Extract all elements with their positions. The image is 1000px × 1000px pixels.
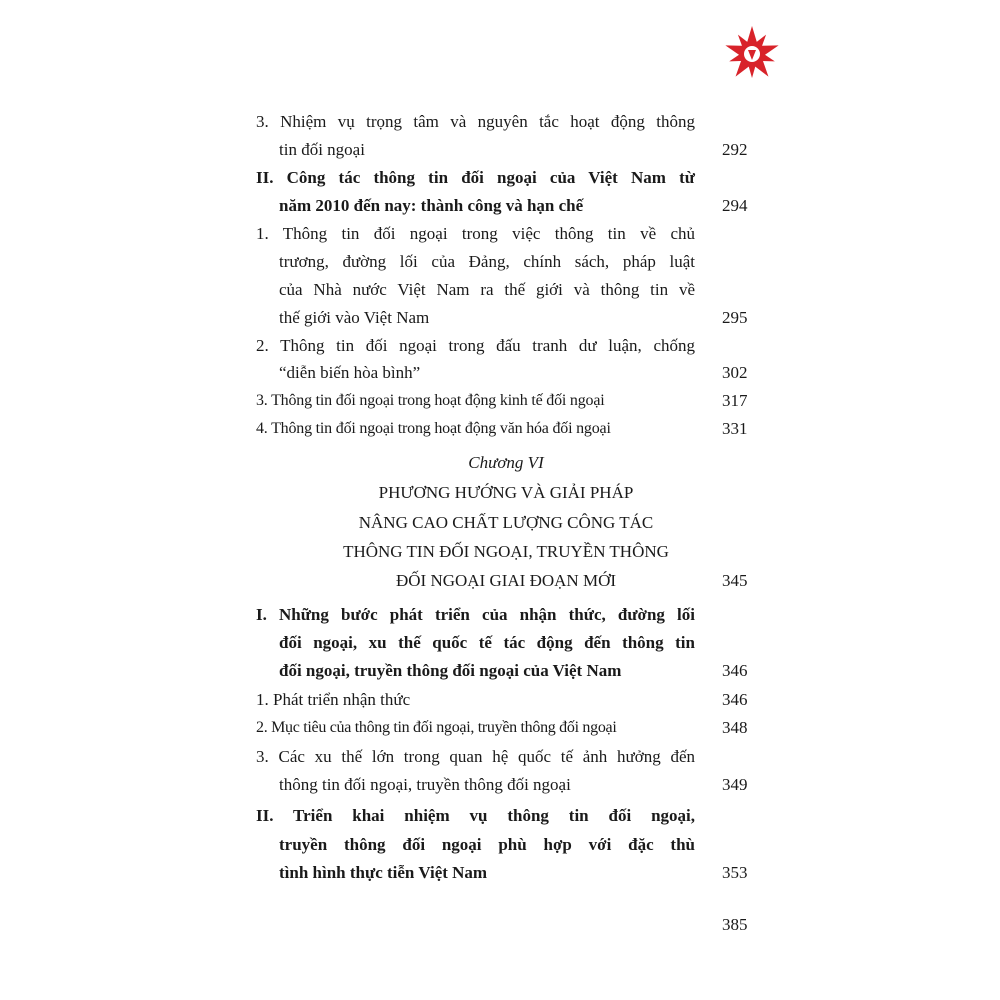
chapter-title: THÔNG TIN ĐỐI NGOẠI, TRUYỀN THÔNG [343,542,669,561]
toc-page-number[interactable]: 353 [722,863,748,882]
toc-section-heading: năm 2010 đến nay: thành công và hạn chế [279,196,584,215]
toc-section-heading: truyền thông đối ngoại phù hợp với đặc thù [279,835,695,854]
toc-page-number[interactable]: 292 [722,140,748,159]
toc-page-number[interactable]: 348 [722,718,748,737]
toc-page-number[interactable]: 346 [722,661,748,680]
toc-entry-text: trương, đường lối của Đảng, chính sách, pháp luật [279,252,695,271]
toc-page-number[interactable]: 331 [722,419,748,438]
toc-page-number[interactable]: 349 [722,775,748,794]
toc-page-number[interactable]: 317 [722,391,748,410]
chapter-title: PHƯƠNG HƯỚNG VÀ GIẢI PHÁP [378,483,634,502]
toc-section-heading: II. Triển khai nhiệm vụ thông tin đối ngoại, [256,806,695,825]
toc-section-heading: đối ngoại, truyền thông đối ngoại của Việt Nam [279,661,622,680]
toc-entry-text: 1. Thông tin đối ngoại trong việc thông tin về chủ [256,224,695,243]
toc-entry-text: 4. Thông tin đối ngoại trong hoạt động văn hóa đối ngoại [256,420,611,437]
toc-page-number[interactable]: 345 [722,571,748,590]
toc-section-heading: I. Những bước phát triển của nhận thức, đường lối [256,605,695,624]
toc-page-number[interactable]: 346 [722,690,748,709]
publisher-logo [722,24,782,84]
page-folio: 385 [722,915,748,934]
toc-entry-text: 3. Thông tin đối ngoại trong hoạt động kinh tế đối ngoại [256,392,605,409]
toc-entry-text: thông tin đối ngoại, truyền thông đối ngoại [279,775,571,794]
toc-entry-text: 3. Nhiệm vụ trọng tâm và nguyên tắc hoạt động thông [256,112,695,131]
toc-entry-text: của Nhà nước Việt Nam ra thế giới và thông tin về [279,280,695,299]
toc-section-heading: II. Công tác thông tin đối ngoại của Việt Nam từ [256,168,695,187]
toc-entry-text: 2. Thông tin đối ngoại trong đấu tranh dư luận, chống [256,336,695,355]
toc-entry-text: “diễn biến hòa bình” [279,363,421,382]
toc-entry-text: 2. Mục tiêu của thông tin đối ngoại, truyền thông đối ngoại [256,719,617,736]
toc-page-number[interactable]: 302 [722,363,748,382]
toc-page-number[interactable]: 295 [722,308,748,327]
toc-entry-text: thế giới vào Việt Nam [279,308,430,327]
toc-entry-text: tin đối ngoại [279,140,365,159]
toc-page-number[interactable]: 294 [722,196,748,215]
toc-entry-text: 3. Các xu thế lớn trong quan hệ quốc tế ảnh hưởng đến [256,747,695,766]
chapter-label: Chương VI [468,453,544,472]
chapter-title: ĐỐI NGOẠI GIAI ĐOẠN MỚI [395,571,617,590]
toc-entry-text: 1. Phát triển nhận thức [256,690,411,709]
chapter-title: NÂNG CAO CHẤT LƯỢNG CÔNG TÁC [358,513,654,532]
toc-section-heading: đối ngoại, xu thế quốc tế tác động đến thông tin [279,633,695,652]
toc-section-heading: tình hình thực tiễn Việt Nam [279,863,488,882]
